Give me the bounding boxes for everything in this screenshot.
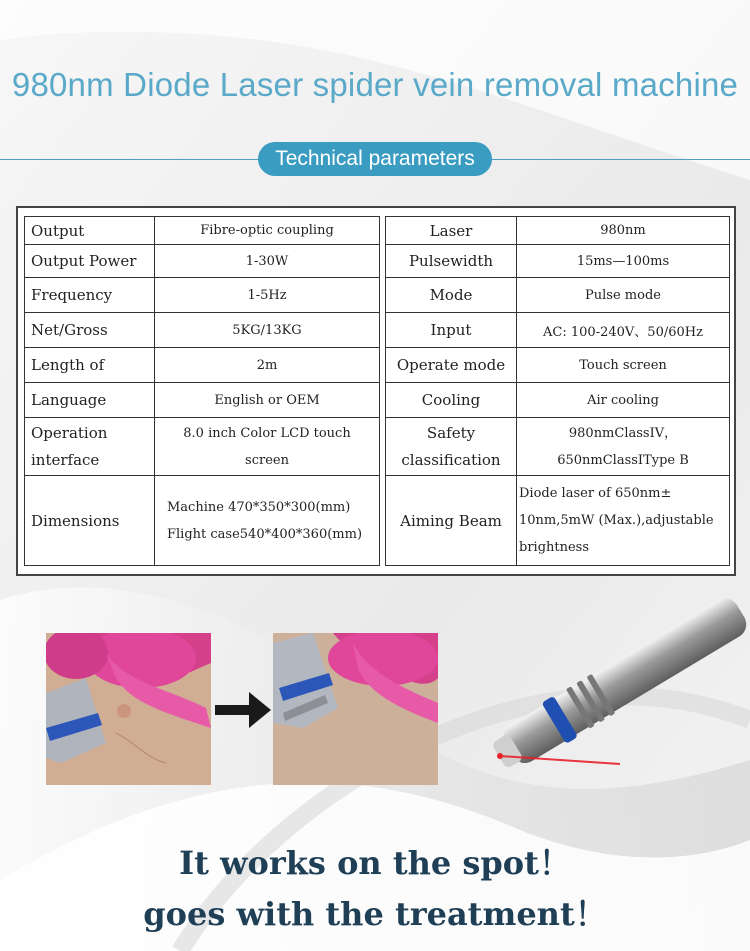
spec-value: 15ms—100ms xyxy=(517,245,730,278)
spec-label: Output xyxy=(25,217,155,245)
table-row xyxy=(386,348,730,383)
laser-handpiece-image xyxy=(470,580,750,790)
spec-value-line: 10nm,5mW (Max.),adjustable xyxy=(519,513,714,528)
spec-label: Mode xyxy=(386,278,517,313)
spec-value-line: Flight case540*400*360(mm) xyxy=(167,526,363,542)
spec-value-line: screen xyxy=(245,452,289,468)
table-row xyxy=(386,313,730,348)
spec-label: Dimensions xyxy=(25,476,155,566)
spec-label: Cooling xyxy=(386,383,517,418)
table-row xyxy=(25,418,380,476)
table-row xyxy=(386,278,730,313)
table-row xyxy=(25,313,380,348)
spec-label: Length of xyxy=(25,348,155,383)
spec-label: Net/Gross xyxy=(25,313,155,348)
table-row xyxy=(386,476,730,566)
spec-value: 980nm xyxy=(517,217,730,245)
spec-value: Pulse mode xyxy=(517,278,730,313)
table-row xyxy=(25,278,380,313)
table-row xyxy=(386,418,730,476)
spec-label-line: Operation xyxy=(31,423,108,442)
table-row xyxy=(386,383,730,418)
spec-value: 2m xyxy=(155,348,380,383)
slogan-line-2: goes with the treatment！ xyxy=(143,895,607,933)
spec-value: Touch screen xyxy=(517,348,730,383)
spec-table-right xyxy=(385,216,730,566)
spec-value: Air cooling xyxy=(517,383,730,418)
before-treatment-photo xyxy=(46,633,211,785)
spec-value xyxy=(517,476,730,566)
spec-label xyxy=(386,418,517,476)
spec-label: Language xyxy=(25,383,155,418)
spec-value: English or OEM xyxy=(155,383,380,418)
section-divider-left xyxy=(0,159,262,160)
spec-value-line: 980nmClassIV， xyxy=(568,425,678,441)
section-divider-right xyxy=(488,159,750,160)
spec-value-line: 8.0 inch Color LCD touch xyxy=(183,425,351,441)
table-row xyxy=(25,348,380,383)
arrow-right-icon xyxy=(215,688,271,732)
spec-label-line: classification xyxy=(401,450,501,469)
spec-value: 1-30W xyxy=(155,245,380,278)
table-row xyxy=(25,476,380,566)
spec-label: Input xyxy=(386,313,517,348)
slogan-line-1: It works on the spot！ xyxy=(179,844,571,882)
spec-value xyxy=(517,418,730,476)
spec-value-line: Diode laser of 650nm± xyxy=(519,486,672,501)
spec-label: Frequency xyxy=(25,278,155,313)
spec-value-line: brightness xyxy=(519,540,590,555)
spec-value-line: Machine 470*350*300(mm) xyxy=(167,499,351,515)
section-label: Technical parameters xyxy=(258,142,492,176)
spec-label-line: interface xyxy=(31,450,100,469)
spec-value: AC: 100-240V、50/60Hz xyxy=(517,313,730,348)
spec-label: Laser xyxy=(386,217,517,245)
table-row xyxy=(25,245,380,278)
spec-value xyxy=(155,418,380,476)
table-row xyxy=(25,217,380,245)
spec-label: Pulsewidth xyxy=(386,245,517,278)
spec-value: 1-5Hz xyxy=(155,278,380,313)
spec-value xyxy=(155,476,380,566)
spec-label: Output Power xyxy=(25,245,155,278)
after-treatment-photo xyxy=(273,633,438,785)
spec-label-line: Safety xyxy=(426,423,476,442)
spec-value: 5KG/13KG xyxy=(155,313,380,348)
table-row xyxy=(386,245,730,278)
spec-value: Fibre-optic coupling xyxy=(155,217,380,245)
spec-label: Operate mode xyxy=(386,348,517,383)
specifications-table-frame xyxy=(16,206,736,576)
spec-table-left xyxy=(24,216,380,566)
spec-value-line: 650nmClassⅠType B xyxy=(557,452,689,468)
spec-label xyxy=(25,418,155,476)
page-title: 980nm Diode Laser spider vein removal machine xyxy=(11,66,739,103)
table-row xyxy=(25,383,380,418)
spec-label: Aiming Beam xyxy=(386,476,517,566)
table-row xyxy=(386,217,730,245)
